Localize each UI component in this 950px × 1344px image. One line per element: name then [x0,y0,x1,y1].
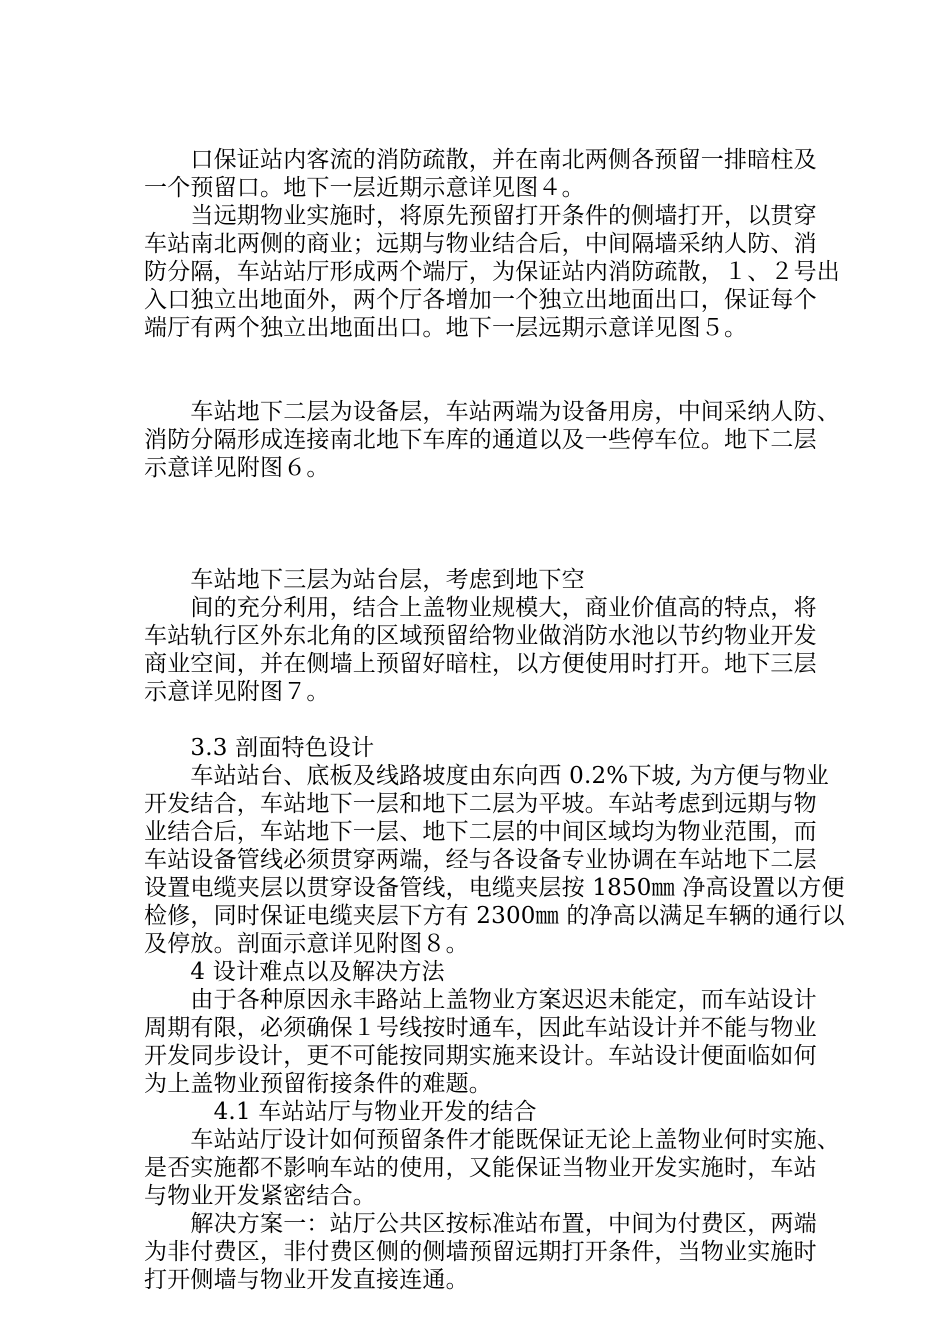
text-line: 防分隔，车站站厅形成两个端厅，为保证站内消防疏散，１、２号出 [144,259,840,285]
text-line: 示意详见附图７。 [144,679,330,705]
text-line: 是否实施都不影响车站的使用，又能保证当物业开发实施时，车站 [144,1155,817,1181]
text-line: 开发同步设计，更不可能按同期实施来设计。车站设计便面临如何 [144,1043,817,1069]
text-line: 车站地下二层为设备层，车站两端为设备用房，中间采纳人防、 [144,399,840,425]
text-line: 检修，同时保证电缆夹层下方有 2300㎜ 的净高以满足车辆的通行以 [144,903,845,929]
text-line: 入口独立出地面外，两个厅各增加一个独立出地面出口，保证每个 [144,287,817,313]
text-line: 为上盖物业预留衔接条件的难题。 [144,1071,492,1097]
text-line: 商业空间，并在侧墙上预留好暗柱，以方便使用时打开。地下三层 [144,651,817,677]
text-line: 车站地下三层为站台层，考虑到地下空 [144,567,585,593]
text-line: 示意详见附图６。 [144,455,330,481]
text-line: 车站站厅设计如何预留条件才能既保证无论上盖物业何时实施、 [144,1127,840,1153]
text-line: 打开侧墙与物业开发直接连通。 [144,1267,469,1293]
text-line: 端厅有两个独立出地面出口。地下一层远期示意详见图５。 [144,315,748,341]
subsection-heading: 4.1 车站站厅与物业开发的结合 [144,1099,537,1125]
text-line: 车站轨行区外东北角的区域预留给物业做消防水池以节约物业开发 [144,623,817,649]
text-line: 业结合后，车站地下一层、地下二层的中间区域均为物业范围，而 [144,819,817,845]
text-line: 与物业开发紧密结合。 [144,1183,376,1209]
text-line: 当远期物业实施时，将原先预留打开条件的侧墙打开，以贯穿 [144,203,817,229]
text-line: 为非付费区，非付费区侧的侧墙预留远期打开条件，当物业实施时 [144,1239,817,1265]
text-line: 一个预留口。地下一层近期示意详见图４。 [144,175,585,201]
text-line: 消防分隔形成连接南北地下车库的通道以及一些停车位。地下二层 [144,427,817,453]
text-line: 间的充分利用，结合上盖物业规模大，商业价值高的特点，将 [144,595,817,621]
text-line: 设置电缆夹层以贯穿设备管线，电缆夹层按 1850㎜ 净高设置以方便 [144,875,845,901]
section-heading: 3.3 剖面特色设计 [144,735,375,761]
text-line: 口保证站内客流的消防疏散，并在南北两侧各预留一排暗柱及 [144,147,817,173]
section-heading: 4 设计难点以及解决方法 [144,959,445,985]
text-line: 车站设备管线必须贯穿两端，经与各设备专业协调在车站地下二层 [144,847,817,873]
text-line: 由于各种原因永丰路站上盖物业方案迟迟未能定，而车站设计 [144,987,817,1013]
text-line: 解决方案一：站厅公共区按标准站布置，中间为付费区，两端 [144,1211,817,1237]
text-line: 车站南北两侧的商业；远期与物业结合后，中间隔墙采纳人防、消 [144,231,817,257]
text-line: 开发结合，车站地下一层和地下二层为平坡。车站考虑到远期与物 [144,791,817,817]
text-line: 周期有限，必须确保１号线按时通车，因此车站设计并不能与物业 [144,1015,817,1041]
text-line: 及停放。剖面示意详见附图８。 [144,931,469,957]
text-line: 车站站台、底板及线路坡度由东向西 0.2%下坡, 为方便与物业 [144,763,829,789]
